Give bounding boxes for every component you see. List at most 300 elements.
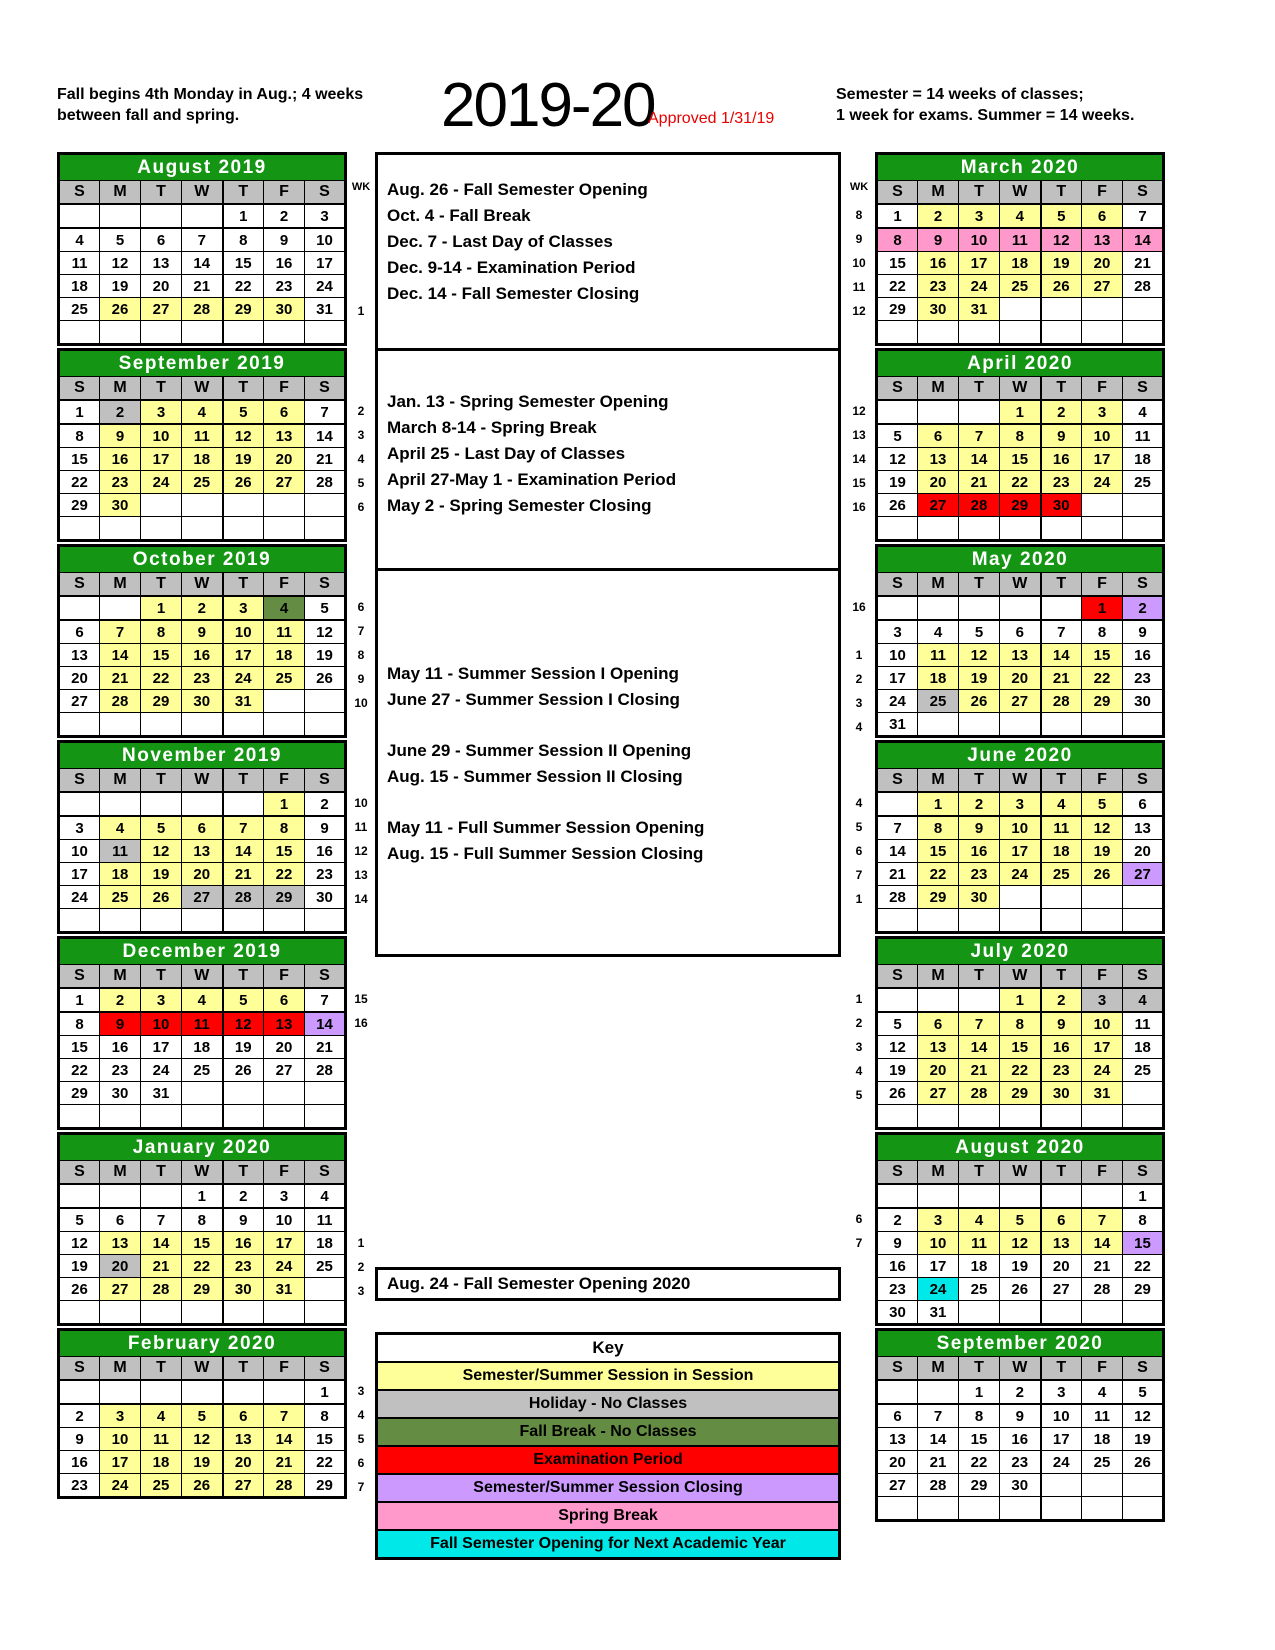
- day-cell: 28: [1123, 275, 1164, 298]
- day-cell: 20: [1041, 1255, 1082, 1278]
- day-cell: 7: [100, 620, 141, 644]
- month-june-2020: [845, 740, 1175, 936]
- day-cell: 29: [59, 494, 100, 517]
- week-number: 7: [357, 624, 365, 638]
- month-title: February 2020: [59, 1330, 346, 1357]
- week-number: 4: [357, 452, 365, 466]
- day-cell: [223, 792, 264, 816]
- day-cell: 6: [1041, 1208, 1082, 1232]
- day-cell: 25: [1123, 471, 1164, 494]
- summer-dates-section: [378, 571, 838, 954]
- day-cell: 27: [918, 494, 959, 517]
- day-header: T: [959, 965, 1000, 989]
- day-cell: 29: [59, 1082, 100, 1105]
- day-cell: 16: [264, 252, 305, 275]
- day-header: M: [918, 377, 959, 401]
- day-cell: 14: [182, 252, 223, 275]
- day-header: S: [59, 377, 100, 401]
- day-cell: [264, 1105, 305, 1129]
- day-cell: [1123, 1474, 1164, 1497]
- day-cell: 15: [1000, 448, 1041, 471]
- week-number: 4: [855, 1064, 863, 1078]
- day-cell: 23: [1041, 1059, 1082, 1082]
- day-cell: 24: [1000, 863, 1041, 886]
- day-header: W: [1000, 181, 1041, 205]
- day-cell: 17: [877, 667, 918, 690]
- day-cell: 5: [1000, 1208, 1041, 1232]
- day-header: T: [223, 1161, 264, 1185]
- week-number: 16: [852, 600, 866, 614]
- day-cell: [182, 1380, 223, 1404]
- week-number: 15: [354, 992, 368, 1006]
- week-number: 15: [852, 476, 866, 490]
- day-header: T: [223, 769, 264, 793]
- day-header: S: [305, 573, 346, 597]
- day-cell: 19: [223, 1036, 264, 1059]
- day-cell: 30: [264, 298, 305, 321]
- day-cell: 17: [141, 1036, 182, 1059]
- day-cell: 21: [223, 863, 264, 886]
- day-cell: 17: [223, 644, 264, 667]
- day-cell: 16: [100, 1036, 141, 1059]
- day-cell: 8: [59, 1012, 100, 1036]
- event-line: April 25 - Last Day of Classes: [387, 444, 626, 463]
- day-cell: 1: [59, 400, 100, 424]
- day-cell: 10: [1082, 424, 1123, 448]
- day-cell: 11: [959, 1232, 1000, 1255]
- day-cell: 13: [1082, 228, 1123, 252]
- spring-dates-section: [378, 351, 838, 571]
- day-header: F: [1082, 1161, 1123, 1185]
- day-cell: [877, 517, 918, 541]
- day-cell: [959, 400, 1000, 424]
- day-cell: 10: [100, 1428, 141, 1451]
- day-cell: 23: [1041, 471, 1082, 494]
- day-cell: 24: [1082, 471, 1123, 494]
- day-cell: 27: [1000, 690, 1041, 713]
- month-title: December 2019: [59, 938, 346, 965]
- day-cell: 2: [264, 204, 305, 228]
- week-number: 16: [354, 1016, 368, 1030]
- day-cell: 3: [918, 1208, 959, 1232]
- day-header: S: [1123, 181, 1164, 205]
- day-cell: 25: [959, 1278, 1000, 1301]
- day-cell: 19: [223, 448, 264, 471]
- calendar-table: [875, 1132, 1165, 1326]
- month-title: November 2019: [59, 742, 346, 769]
- week-number: 6: [855, 844, 863, 858]
- fall-dates-section: [378, 155, 838, 351]
- day-cell: 3: [141, 400, 182, 424]
- day-cell: 20: [918, 471, 959, 494]
- day-cell: 20: [264, 448, 305, 471]
- day-cell: 17: [100, 1451, 141, 1474]
- day-cell: 22: [959, 1451, 1000, 1474]
- day-cell: [141, 713, 182, 737]
- day-cell: [100, 1105, 141, 1129]
- day-cell: [182, 494, 223, 517]
- day-cell: [59, 596, 100, 620]
- day-cell: 22: [918, 863, 959, 886]
- day-header: W: [182, 769, 223, 793]
- month-august-2019: [57, 152, 387, 348]
- day-cell: 27: [1123, 863, 1164, 886]
- day-cell: [305, 713, 346, 737]
- week-number: 8: [855, 208, 863, 222]
- day-cell: 13: [223, 1428, 264, 1451]
- day-cell: 4: [182, 400, 223, 424]
- day-cell: 18: [59, 275, 100, 298]
- day-cell: 28: [305, 1059, 346, 1082]
- day-cell: 24: [59, 886, 100, 909]
- day-header: W: [1000, 769, 1041, 793]
- day-cell: 30: [223, 1278, 264, 1301]
- day-cell: [1123, 909, 1164, 933]
- day-cell: 29: [918, 886, 959, 909]
- day-cell: 9: [100, 1012, 141, 1036]
- day-header: W: [182, 965, 223, 989]
- day-cell: 8: [264, 816, 305, 840]
- semester-weeks-note: [836, 84, 1176, 126]
- month-july-2020: [845, 936, 1175, 1132]
- day-cell: 21: [1123, 252, 1164, 275]
- day-cell: 31: [877, 713, 918, 737]
- day-cell: 18: [182, 448, 223, 471]
- day-cell: 11: [1000, 228, 1041, 252]
- day-cell: 14: [223, 840, 264, 863]
- day-cell: 13: [264, 1012, 305, 1036]
- day-cell: 1: [141, 596, 182, 620]
- day-cell: 1: [1082, 596, 1123, 620]
- day-cell: 14: [100, 644, 141, 667]
- day-cell: 3: [59, 816, 100, 840]
- day-cell: [1082, 298, 1123, 321]
- day-header: M: [918, 181, 959, 205]
- day-cell: [141, 517, 182, 541]
- month-title: January 2020: [59, 1134, 346, 1161]
- day-header: T: [141, 769, 182, 793]
- key-legend-row: Fall Semester Opening for Next Academic Year: [378, 1529, 838, 1557]
- day-cell: 9: [182, 620, 223, 644]
- day-header: S: [59, 965, 100, 989]
- day-cell: 28: [305, 471, 346, 494]
- day-cell: 18: [1000, 252, 1041, 275]
- day-cell: [1082, 1105, 1123, 1129]
- day-cell: 25: [264, 667, 305, 690]
- day-cell: 13: [1123, 816, 1164, 840]
- key-legend-row: Semester/Summer Session in Session: [378, 1361, 838, 1389]
- day-cell: [1082, 1301, 1123, 1325]
- day-cell: 4: [141, 1404, 182, 1428]
- day-header: F: [264, 769, 305, 793]
- month-title: August 2019: [59, 154, 346, 181]
- day-cell: 6: [182, 816, 223, 840]
- day-cell: 14: [959, 1036, 1000, 1059]
- day-cell: 2: [1041, 988, 1082, 1012]
- day-cell: 6: [264, 988, 305, 1012]
- day-cell: 2: [59, 1404, 100, 1428]
- month-title: August 2020: [877, 1134, 1164, 1161]
- day-cell: 16: [959, 840, 1000, 863]
- event-line: May 11 - Summer Session I Opening: [387, 664, 679, 683]
- day-cell: 27: [182, 886, 223, 909]
- day-cell: 17: [918, 1255, 959, 1278]
- day-cell: 10: [59, 840, 100, 863]
- day-cell: [223, 321, 264, 345]
- day-cell: 1: [223, 204, 264, 228]
- day-cell: [959, 321, 1000, 345]
- week-number: 11: [354, 820, 368, 834]
- day-cell: 28: [877, 886, 918, 909]
- day-header: S: [59, 181, 100, 205]
- day-cell: 25: [141, 1474, 182, 1498]
- day-cell: 25: [1123, 1059, 1164, 1082]
- day-cell: 3: [141, 988, 182, 1012]
- day-cell: [100, 517, 141, 541]
- day-cell: 21: [100, 667, 141, 690]
- day-cell: 31: [918, 1301, 959, 1325]
- day-cell: 17: [1041, 1428, 1082, 1451]
- week-number: 3: [357, 428, 365, 442]
- week-number: 16: [852, 500, 866, 514]
- day-cell: [1082, 494, 1123, 517]
- day-cell: [59, 1105, 100, 1129]
- day-cell: 3: [1041, 1380, 1082, 1404]
- day-cell: 9: [100, 424, 141, 448]
- day-header: S: [1123, 769, 1164, 793]
- week-number: 4: [855, 796, 863, 810]
- day-cell: [1041, 886, 1082, 909]
- day-cell: [264, 1082, 305, 1105]
- day-cell: [264, 321, 305, 345]
- day-cell: 22: [1082, 667, 1123, 690]
- day-cell: 23: [1123, 667, 1164, 690]
- day-header: S: [305, 769, 346, 793]
- day-cell: 6: [100, 1208, 141, 1232]
- day-header: T: [1041, 965, 1082, 989]
- day-cell: 17: [141, 448, 182, 471]
- day-cell: 16: [877, 1255, 918, 1278]
- day-cell: [264, 494, 305, 517]
- event-line: Aug. 15 - Summer Session II Closing: [387, 767, 683, 786]
- day-cell: 25: [59, 298, 100, 321]
- day-cell: 27: [918, 1082, 959, 1105]
- day-cell: [100, 1184, 141, 1208]
- day-cell: 2: [877, 1208, 918, 1232]
- key-legend-row: Spring Break: [378, 1501, 838, 1529]
- day-cell: [264, 713, 305, 737]
- day-cell: [59, 1184, 100, 1208]
- day-cell: 29: [305, 1474, 346, 1498]
- day-cell: 4: [918, 620, 959, 644]
- day-cell: 1: [1123, 1184, 1164, 1208]
- week-number: 2: [357, 1260, 365, 1274]
- day-header: W: [1000, 377, 1041, 401]
- day-header: T: [223, 377, 264, 401]
- day-cell: 13: [141, 252, 182, 275]
- day-cell: 27: [1041, 1278, 1082, 1301]
- day-cell: 1: [182, 1184, 223, 1208]
- day-cell: 28: [100, 690, 141, 713]
- calendar-table: [57, 740, 347, 934]
- day-cell: [959, 1105, 1000, 1129]
- day-cell: [141, 321, 182, 345]
- day-cell: 3: [1082, 400, 1123, 424]
- day-cell: [182, 713, 223, 737]
- day-cell: [264, 1380, 305, 1404]
- day-cell: [877, 321, 918, 345]
- wk-column-label: WK: [849, 181, 869, 193]
- day-cell: 28: [264, 1474, 305, 1498]
- day-cell: [1041, 1497, 1082, 1521]
- day-cell: 25: [100, 886, 141, 909]
- day-header: F: [1082, 377, 1123, 401]
- day-cell: [100, 909, 141, 933]
- day-cell: 21: [918, 1451, 959, 1474]
- day-cell: [1123, 1105, 1164, 1129]
- semester-weeks-note-line1: Semester = 14 weeks of classes;: [836, 86, 1084, 103]
- day-cell: 20: [918, 1059, 959, 1082]
- day-cell: 19: [1082, 840, 1123, 863]
- day-cell: 1: [918, 792, 959, 816]
- day-cell: 8: [1000, 1012, 1041, 1036]
- day-cell: [1041, 713, 1082, 737]
- day-cell: 16: [1041, 448, 1082, 471]
- week-number: 9: [855, 232, 863, 246]
- week-number: 1: [357, 304, 365, 318]
- day-cell: 24: [264, 1255, 305, 1278]
- day-cell: [1082, 517, 1123, 541]
- day-header: T: [959, 181, 1000, 205]
- day-cell: 7: [305, 400, 346, 424]
- day-cell: 29: [1082, 690, 1123, 713]
- day-cell: 5: [182, 1404, 223, 1428]
- day-cell: [918, 1497, 959, 1521]
- day-cell: 7: [1123, 204, 1164, 228]
- day-header: W: [182, 181, 223, 205]
- day-cell: 20: [100, 1255, 141, 1278]
- day-cell: 13: [1000, 644, 1041, 667]
- day-cell: 16: [59, 1451, 100, 1474]
- day-cell: 21: [959, 471, 1000, 494]
- day-header: W: [1000, 1357, 1041, 1381]
- event-line: Dec. 9-14 - Examination Period: [387, 258, 636, 277]
- day-header: S: [1123, 965, 1164, 989]
- week-number: 5: [855, 820, 863, 834]
- day-header: S: [59, 769, 100, 793]
- day-cell: [59, 713, 100, 737]
- key-legend-row: Semester/Summer Session Closing: [378, 1473, 838, 1501]
- day-cell: [182, 909, 223, 933]
- day-cell: 12: [100, 252, 141, 275]
- day-header: T: [1041, 573, 1082, 597]
- day-cell: 14: [1123, 228, 1164, 252]
- day-header: S: [1123, 573, 1164, 597]
- week-number: 5: [357, 1432, 365, 1446]
- day-header: F: [1082, 769, 1123, 793]
- day-cell: 27: [223, 1474, 264, 1498]
- day-cell: [918, 321, 959, 345]
- day-cell: [141, 1105, 182, 1129]
- day-cell: 25: [1041, 863, 1082, 886]
- day-cell: 15: [918, 840, 959, 863]
- day-cell: 29: [141, 690, 182, 713]
- day-header: S: [305, 1161, 346, 1185]
- day-cell: [182, 321, 223, 345]
- day-cell: 17: [59, 863, 100, 886]
- day-header: S: [877, 769, 918, 793]
- next-year-opening-box: Aug. 24 - Fall Semester Opening 2020: [375, 1267, 841, 1301]
- calendar-table: [875, 936, 1165, 1130]
- month-title: June 2020: [877, 742, 1164, 769]
- day-header: S: [59, 573, 100, 597]
- day-cell: 20: [264, 1036, 305, 1059]
- day-cell: 15: [223, 252, 264, 275]
- day-cell: 2: [100, 400, 141, 424]
- day-cell: 30: [182, 690, 223, 713]
- day-header: M: [100, 769, 141, 793]
- day-header: T: [223, 181, 264, 205]
- day-cell: [1041, 1105, 1082, 1129]
- day-header: W: [1000, 573, 1041, 597]
- day-cell: [223, 1301, 264, 1325]
- day-header: F: [264, 1357, 305, 1381]
- day-cell: 6: [223, 1404, 264, 1428]
- week-number: 7: [357, 1480, 365, 1494]
- day-cell: 29: [959, 1474, 1000, 1497]
- day-cell: 9: [1041, 424, 1082, 448]
- day-cell: 13: [59, 644, 100, 667]
- day-cell: [959, 1184, 1000, 1208]
- day-header: T: [223, 965, 264, 989]
- day-cell: 27: [59, 690, 100, 713]
- day-cell: 1: [305, 1380, 346, 1404]
- day-cell: 4: [59, 228, 100, 252]
- day-cell: 31: [959, 298, 1000, 321]
- day-cell: 18: [264, 644, 305, 667]
- day-cell: [1123, 321, 1164, 345]
- day-header: S: [1123, 377, 1164, 401]
- day-cell: 20: [182, 863, 223, 886]
- day-cell: 29: [223, 298, 264, 321]
- day-header: S: [305, 1357, 346, 1381]
- week-number: 2: [855, 672, 863, 686]
- day-cell: 11: [59, 252, 100, 275]
- day-cell: 2: [918, 204, 959, 228]
- semester-weeks-note-line2: 1 week for exams. Summer = 14 weeks.: [836, 107, 1135, 124]
- day-cell: 18: [1123, 448, 1164, 471]
- day-cell: 8: [959, 1404, 1000, 1428]
- day-cell: 30: [877, 1301, 918, 1325]
- day-cell: 19: [182, 1451, 223, 1474]
- day-cell: 4: [100, 816, 141, 840]
- day-cell: 26: [182, 1474, 223, 1498]
- day-cell: 10: [1041, 1404, 1082, 1428]
- day-header: T: [141, 1357, 182, 1381]
- key-legend-row: Examination Period: [378, 1445, 838, 1473]
- day-cell: [877, 988, 918, 1012]
- day-cell: 22: [305, 1451, 346, 1474]
- week-number: 10: [852, 256, 866, 270]
- day-cell: 5: [223, 988, 264, 1012]
- day-cell: 19: [1041, 252, 1082, 275]
- day-cell: 14: [918, 1428, 959, 1451]
- day-cell: 24: [1041, 1451, 1082, 1474]
- day-cell: 14: [305, 1012, 346, 1036]
- day-cell: 18: [100, 863, 141, 886]
- day-cell: [141, 792, 182, 816]
- day-cell: 31: [305, 298, 346, 321]
